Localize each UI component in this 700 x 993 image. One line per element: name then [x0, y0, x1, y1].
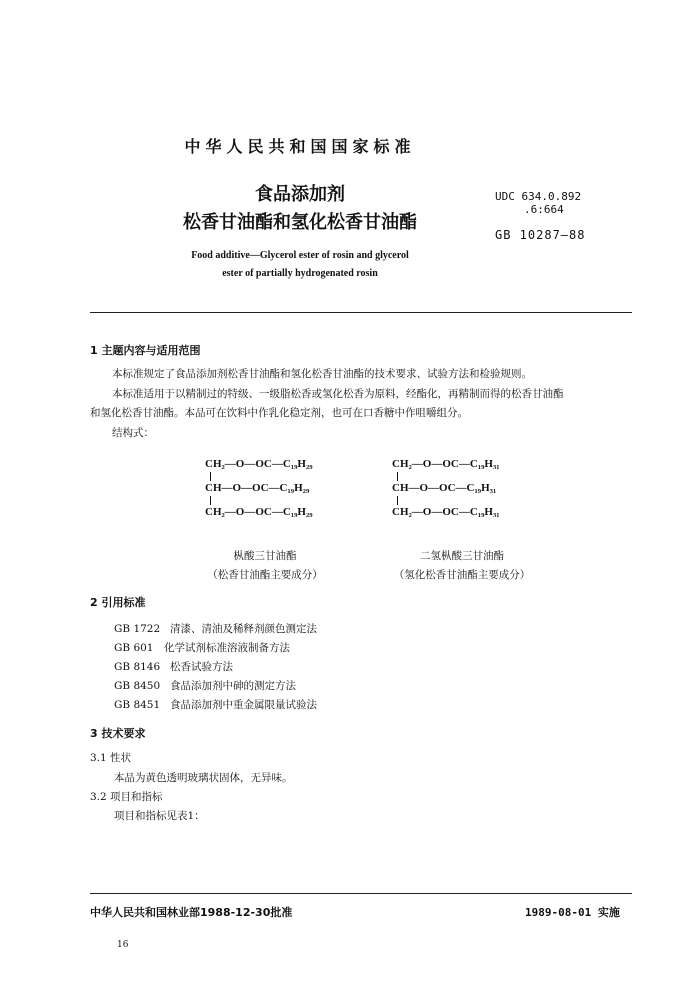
formula-right-row-2: CH—O—OC—C₁₉H₃₁ [392, 482, 497, 494]
section-3-heading: 3 技术要求 [90, 727, 146, 740]
formula-right-row-3: CH₂—O—OC—C₁₉H₃₁ [392, 506, 500, 518]
structure-label: 结构式： [112, 427, 154, 439]
section-1-para-1: 本标准规定了食品添加剂松香甘油酯和氢化松香甘油酯的技术要求、试验方法和检验规则。 [112, 368, 532, 380]
udc-code-cont: .6:664 [524, 203, 564, 216]
section-1-heading: 1 主题内容与适用范围 [90, 344, 201, 357]
reference-title: 清漆、清油及稀释剂颜色测定法 [170, 623, 317, 635]
reference-item [114, 697, 317, 712]
header-rule [90, 312, 632, 313]
formula-left-row-2: CH—O—OC—C₁₉H₂₉ [205, 482, 310, 494]
formula-left-note: （松香甘油酯主要成分） [207, 569, 323, 581]
reference-title: 食品添加剂中重金属限量试验法 [170, 699, 317, 711]
udc-code: UDC 634.0.892 [495, 190, 582, 203]
effective-date: 1989-08-01 实施 [525, 906, 620, 919]
section-3-2-text: 项目和指标见表1： [114, 810, 205, 822]
title-en-line-2: ester of partially hydrogenated rosin [222, 268, 378, 279]
reference-item [114, 640, 290, 655]
section-1-para-2-line-2: 和氢化松香甘油酯。本品可在饮料中作乳化稳定剂，也可在口香糖中作咀嚼组分。 [90, 407, 468, 419]
formula-right-bond-1 [397, 472, 398, 481]
reference-item [114, 621, 317, 636]
formula-left-row-3: CH₂—O—OC—C₁₉H₂₉ [205, 506, 313, 518]
section-3-1-heading: 3.1 性状 [90, 752, 132, 764]
standard-org: 中华人民共和国国家标准 [184, 137, 416, 156]
formula-right-name: 二氢枞酸三甘油酯 [420, 550, 504, 562]
reference-code: GB 8450 [114, 680, 161, 692]
reference-title: 化学试剂标准溶液制备方法 [164, 642, 290, 654]
formula-right-bond-2 [397, 496, 398, 505]
reference-code: GB 8146 [114, 661, 161, 673]
section-1-para-2-line-1: 本标准适用于以精制过的特级、一级脂松香或氢化松香为原料，经酯化，再精制而得的松香甘油酯 [112, 388, 564, 400]
formula-left-bond-2 [210, 496, 211, 505]
reference-code: GB 1722 [114, 623, 161, 635]
reference-code: GB 601 [114, 642, 154, 654]
gb-number: GB 10287—88 [495, 228, 586, 242]
section-3-2-heading: 3.2 项目和指标 [90, 791, 163, 803]
title-line-2: 松香甘油酯和氢化松香甘油酯 [183, 212, 417, 233]
reference-item [114, 678, 296, 693]
reference-code: GB 8451 [114, 699, 161, 711]
footer-rule [90, 893, 632, 894]
section-2-heading: 2 引用标准 [90, 596, 146, 609]
formula-left-bond-1 [210, 472, 211, 481]
reference-item [114, 659, 233, 674]
reference-title: 食品添加剂中砷的测定方法 [170, 680, 296, 692]
formula-right-note: （氢化松香甘油酯主要成分） [393, 569, 531, 581]
title-en-line-1: Food additive—Glycerol ester of rosin and glycerol [191, 250, 409, 261]
formula-right-row-1: CH₂—O—OC—C₁₉H₃₁ [392, 458, 500, 470]
title-line-1: 食品添加剂 [255, 184, 345, 205]
page-number: 16 [117, 940, 129, 950]
approval-statement: 中华人民共和国林业部1988-12-30批准 [90, 906, 293, 919]
section-3-1-text: 本品为黄色透明玻璃状固体，无异味。 [114, 772, 293, 784]
formula-left-row-1: CH₂—O—OC—C₁₉H₂₉ [205, 458, 313, 470]
reference-title: 松香试验方法 [170, 661, 233, 673]
formula-left-name: 枞酸三甘油酯 [233, 550, 297, 562]
